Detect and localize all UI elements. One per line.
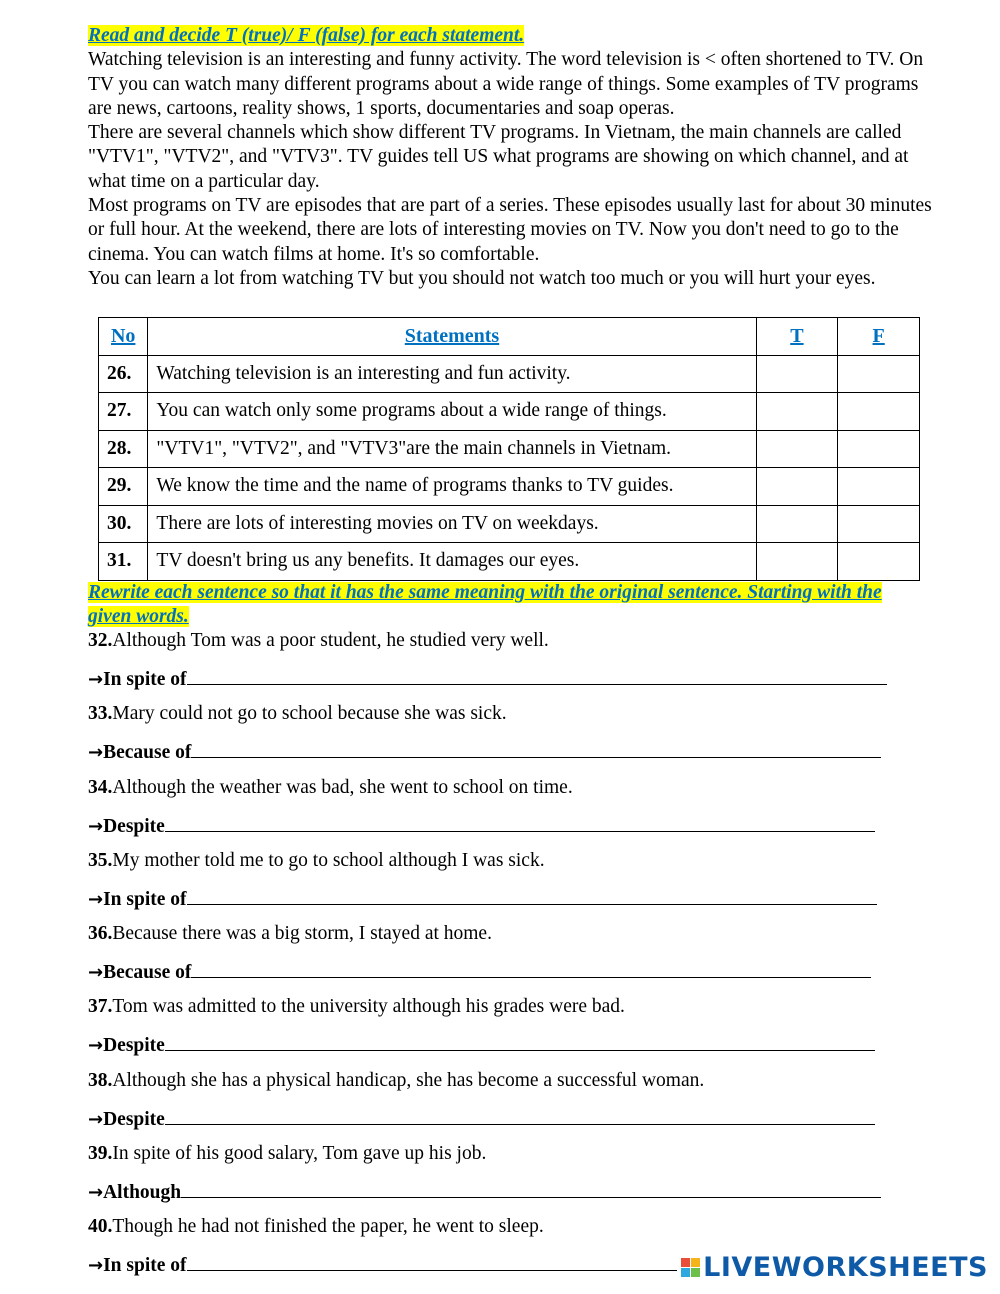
item-number: 32.	[88, 630, 113, 651]
table-header-row	[99, 318, 920, 356]
answer-blank[interactable]	[187, 1252, 677, 1271]
section1-heading-wrap	[88, 24, 938, 48]
true-answer-cell[interactable]	[756, 468, 838, 506]
answer-blank[interactable]	[191, 739, 881, 758]
item-number: 35.	[88, 849, 113, 871]
answer-blank[interactable]	[187, 886, 877, 905]
false-answer-cell[interactable]	[838, 543, 920, 581]
table-row	[99, 355, 920, 393]
start-words: In spite of	[103, 669, 187, 690]
item-number: 33.	[88, 703, 113, 725]
row-statement: "VTV1", "VTV2", and "VTV3"are the main channels in Vietnam.	[148, 430, 756, 468]
item-sentence: Tom was admitted to the university although his grades were bad.	[112, 996, 625, 1018]
item-number: 38.	[88, 1069, 113, 1091]
arrow-right-icon: →	[88, 888, 104, 910]
table-row	[99, 543, 920, 581]
row-statement: We know the time and the name of programs thanks to TV guides.	[148, 468, 756, 506]
answer-blank[interactable]	[165, 1106, 875, 1125]
row-statement: You can watch only some programs about a wide range of things.	[148, 393, 756, 431]
arrow-right-icon: →	[88, 1182, 104, 1204]
row-number: 28.	[99, 430, 148, 468]
item-sentence: Though he had not finished the paper, he went to sleep.	[112, 1216, 544, 1238]
row-number: 29.	[99, 468, 148, 506]
item-sentence: Although she has a physical handicap, she has become a successful woman.	[112, 1069, 705, 1091]
true-answer-cell[interactable]	[756, 505, 838, 543]
item-number: 34.	[88, 776, 113, 798]
passage-paragraph-1: Watching television is an interesting and funny activity. The word television is < often shortened to TV. On TV you can watch many different programs about a wide range of things. Some examples of TV programs are news, cartoons, reality shows, 1 sports, documentaries and soap operas.	[88, 49, 924, 119]
start-words: Because of	[103, 742, 192, 764]
start-words: In spite of	[103, 1255, 187, 1277]
start-words: In spite of	[103, 888, 187, 910]
true-answer-cell[interactable]	[756, 543, 838, 581]
passage-paragraph-2: There are several channels which show different TV programs. In Vietnam, the main channels are called "VTV1", "VTV2", and "VTV3". TV guides tell US what programs are showing on which channel, and at what time on a particular day.	[88, 122, 909, 192]
true-answer-cell[interactable]	[756, 393, 838, 431]
row-statement: TV doesn't bring us any benefits. It damages our eyes.	[148, 543, 756, 581]
reading-section	[88, 24, 938, 291]
answer-blank[interactable]	[191, 959, 871, 978]
header-no: No	[99, 318, 148, 356]
logo-text: LIVEWORKSHEETS	[703, 1251, 988, 1283]
passage-paragraph-3: Most programs on TV are episodes that are part of a series. These episodes usually last for about 30 minutes or full hour. At the weekend, there are lots of interesting movies on TV. Now you don't need to go to the cinema. You can watch films at home. It's so comfortable.	[88, 195, 932, 265]
false-answer-cell[interactable]	[838, 393, 920, 431]
row-statement: Watching television is an interesting and fun activity.	[148, 355, 756, 393]
answer-blank[interactable]	[181, 1179, 881, 1198]
row-number: 31.	[99, 543, 148, 581]
item-number: 39.	[88, 1143, 113, 1165]
logo-grid-icon	[681, 1258, 700, 1277]
start-words: Although	[103, 1182, 182, 1204]
item-number: 40.	[88, 1216, 113, 1238]
passage-paragraph-4: You can learn a lot from watching TV but you should not watch too much or you will hurt your eyes.	[88, 267, 876, 289]
true-answer-cell[interactable]	[756, 430, 838, 468]
start-words: Despite	[103, 815, 165, 837]
false-answer-cell[interactable]	[838, 468, 920, 506]
section1-heading: Read and decide T (true)/ F (false) for each statement.	[88, 25, 525, 46]
false-answer-cell[interactable]	[838, 355, 920, 393]
item-sentence: Because there was a big storm, I stayed at home.	[112, 923, 492, 945]
rewrite-section-heading-wrap	[88, 581, 928, 630]
arrow-right-icon: →	[88, 1255, 104, 1277]
row-number: 26.	[99, 355, 148, 393]
arrow-right-icon: →	[88, 815, 104, 837]
row-statement: There are lots of interesting movies on TV on weekdays.	[148, 505, 756, 543]
false-answer-cell[interactable]	[838, 430, 920, 468]
table-row	[99, 430, 920, 468]
true-answer-cell[interactable]	[756, 355, 838, 393]
answer-blank[interactable]	[165, 1032, 875, 1051]
item-sentence: In spite of his good salary, Tom gave up his job.	[112, 1143, 487, 1165]
table-row	[99, 505, 920, 543]
arrow-right-icon: →	[88, 962, 104, 984]
header-false: F	[838, 318, 920, 356]
header-true: T	[756, 318, 838, 356]
arrow-right-icon: →	[88, 1035, 104, 1057]
item-sentence: Although the weather was bad, she went to school on time.	[112, 776, 573, 798]
header-statements: Statements	[148, 318, 756, 356]
arrow-right-icon: →	[88, 742, 104, 764]
item-sentence: My mother told me to go to school although I was sick.	[112, 849, 545, 871]
table-row	[99, 393, 920, 431]
start-words: Because of	[103, 962, 192, 984]
arrow-right-icon: →	[88, 1108, 104, 1130]
arrow-right-icon: →	[88, 669, 104, 690]
true-false-table	[98, 317, 920, 581]
table-row	[99, 468, 920, 506]
row-number: 27.	[99, 393, 148, 431]
item-sentence: Although Tom was a poor student, he studied very well.	[112, 630, 549, 651]
start-words: Despite	[103, 1108, 165, 1130]
start-words: Despite	[103, 1035, 165, 1057]
item-number: 36.	[88, 923, 113, 945]
liveworksheets-logo	[681, 1251, 988, 1283]
item-number: 37.	[88, 996, 113, 1018]
false-answer-cell[interactable]	[838, 505, 920, 543]
row-number: 30.	[99, 505, 148, 543]
item-sentence: Mary could not go to school because she was sick.	[112, 703, 507, 725]
answer-blank[interactable]	[165, 813, 875, 832]
section2-heading: Rewrite each sentence so that it has the same meaning with the original sentence. Starting with the given words.	[88, 582, 882, 628]
answer-blank[interactable]	[187, 666, 887, 685]
